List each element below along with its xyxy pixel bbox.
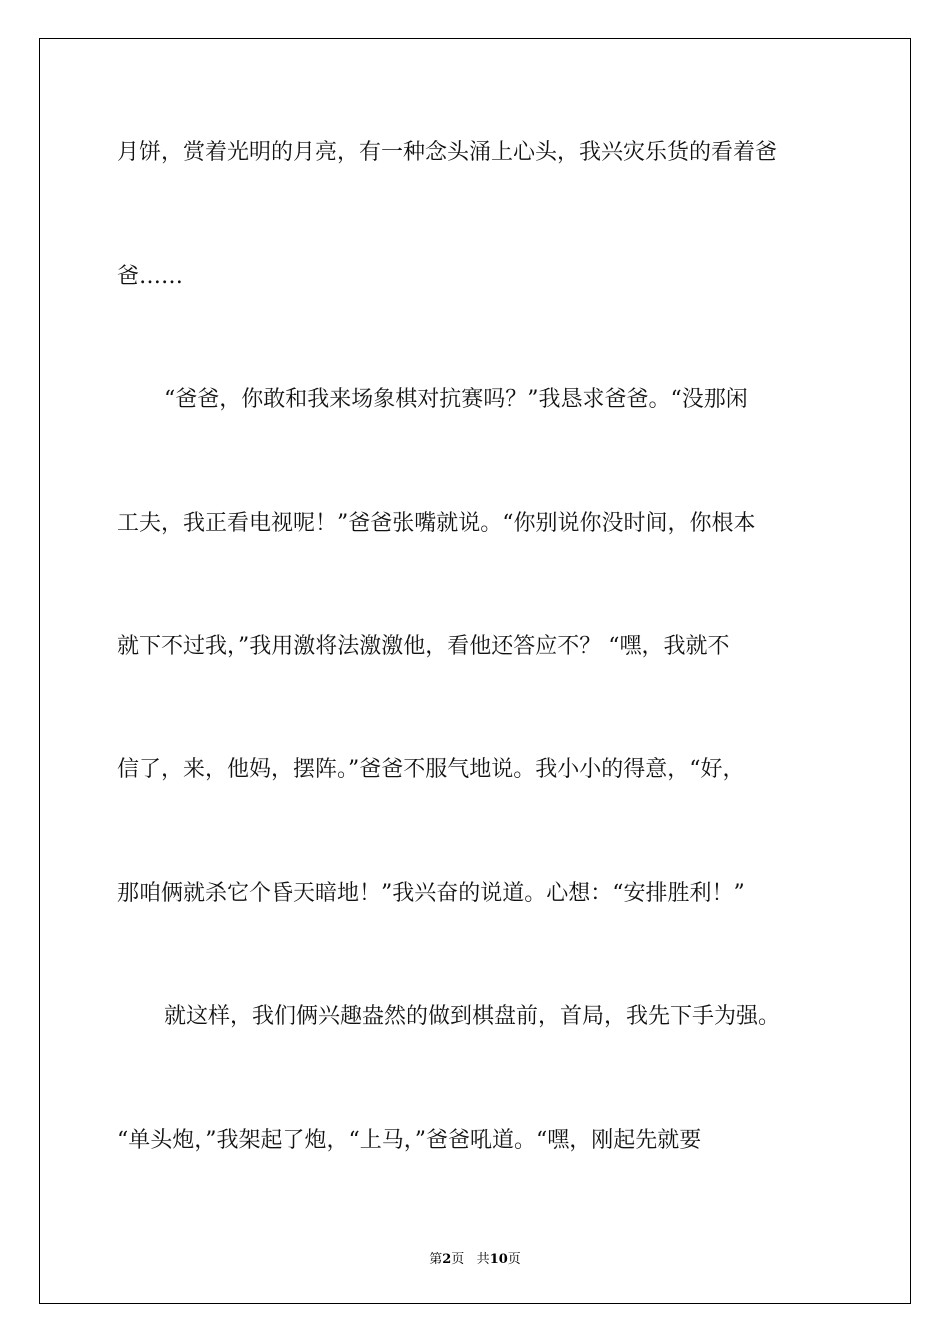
text-line-5: 就下不过我，”我用激将法激激他，看他还答应不？ “嘿，我就不 [117, 634, 730, 659]
text-line-7: 那咱俩就杀它个昏天暗地！”我兴奋的说道。心想：“安排胜利！” [117, 881, 745, 906]
page-suffix: 页 [451, 1252, 465, 1267]
total-pages: 10 [489, 1252, 508, 1267]
footer-prefix: 第 [429, 1252, 443, 1267]
page-number: 2 [442, 1252, 452, 1267]
total-prefix: 共 [476, 1252, 490, 1267]
page-border [39, 38, 911, 1304]
text-line-2: 爸…… [117, 264, 184, 289]
text-line-3: “爸爸，你敢和我来场象棋对抗赛吗？”我恳求爸爸。“没那闲 [164, 387, 748, 412]
page-footer [0, 1248, 950, 1267]
text-line-4: 工夫，我正看电视呢！”爸爸张嘴就说。“你别说你没时间，你根本 [117, 511, 756, 536]
text-line-1: 月饼，赏着光明的月亮，有一种念头涌上心头，我兴灾乐货的看着爸 [117, 140, 778, 165]
text-line-8: 就这样，我们俩兴趣盎然的做到棋盘前，首局，我先下手为强。 [164, 1004, 781, 1029]
total-suffix: 页 [507, 1252, 521, 1267]
text-line-6: 信了，来，他妈，摆阵。”爸爸不服气地说。我小小的得意，“好， [117, 757, 745, 782]
text-line-9: “单头炮，”我架起了炮，“上马，”爸爸吼道。“嘿，刚起先就要 [117, 1128, 702, 1153]
